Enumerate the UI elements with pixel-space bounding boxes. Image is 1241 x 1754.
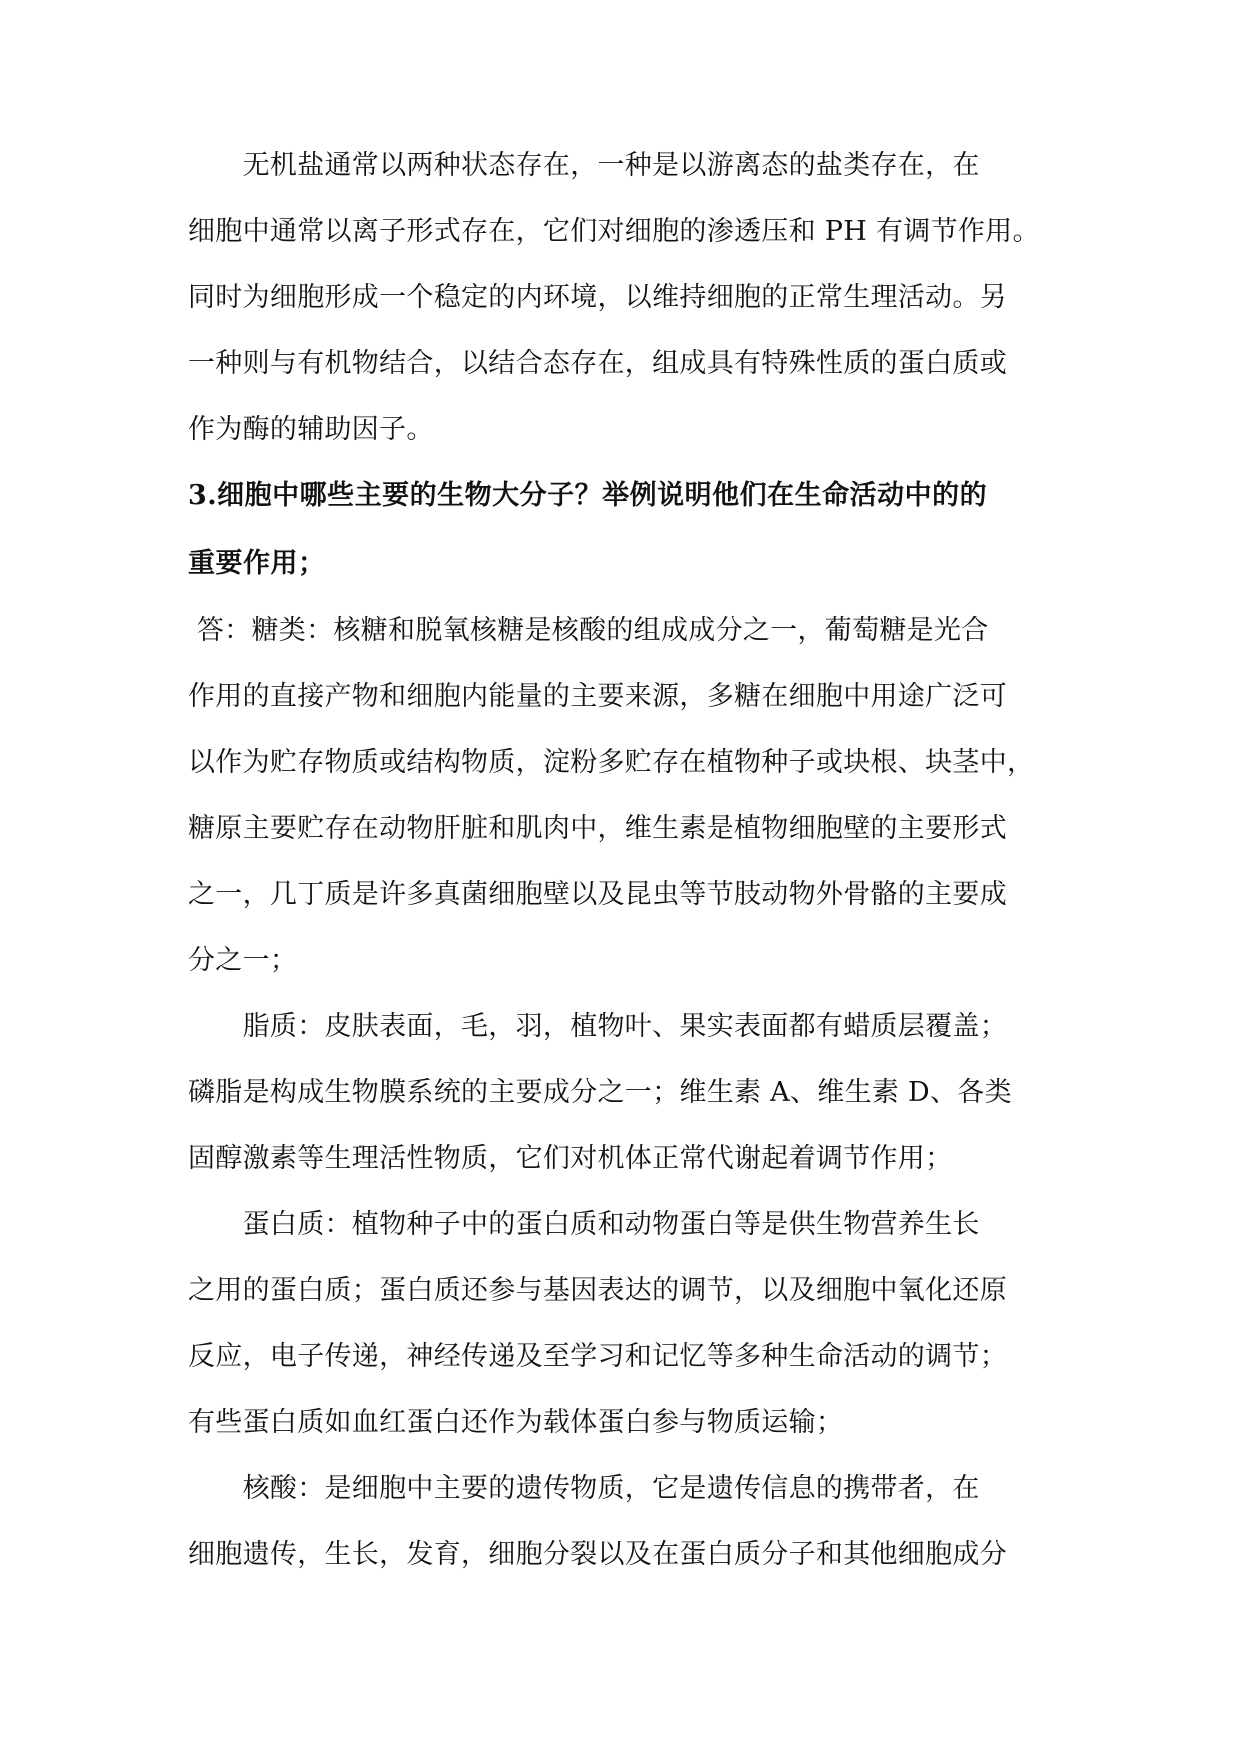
question-heading-line-1: 3.细胞中哪些主要的生物大分子？举例说明他们在生命活动中的的 bbox=[188, 480, 988, 511]
answer-sugar-line-4: 糖原主要贮存在动物肝脏和肌肉中，维生素是植物细胞壁的主要形式 bbox=[188, 813, 1007, 844]
answer-sugar-line-2: 作用的直接产物和细胞内能量的主要来源，多糖在细胞中用途广泛可 bbox=[188, 681, 1007, 712]
answer-nucleic-acid-line-2: 细胞遗传，生长，发育，细胞分裂以及在蛋白质分子和其他细胞成分 bbox=[188, 1539, 1007, 1570]
answer-lipid-line-3: 固醇激素等生理活性物质，它们对机体正常代谢起着调节作用； bbox=[188, 1143, 953, 1174]
paragraph-inorganic-salt-line-5: 作为酶的辅助因子。 bbox=[188, 414, 434, 445]
answer-lipid-line-2: 磷脂是构成生物膜系统的主要成分之一；维生素 A、维生素 D、各类 bbox=[188, 1077, 1012, 1108]
answer-sugar-line-1: 答：糖类：核糖和脱氧核糖是核酸的组成成分之一，葡萄糖是光合 bbox=[188, 615, 989, 646]
paragraph-inorganic-salt-line-4: 一种则与有机物结合，以结合态存在，组成具有特殊性质的蛋白质或 bbox=[188, 348, 1007, 379]
answer-protein-line-3: 反应，电子传递，神经传递及至学习和记忆等多种生命活动的调节； bbox=[188, 1341, 1007, 1372]
question-heading-line-2: 重要作用； bbox=[188, 548, 326, 579]
paragraph-inorganic-salt-line-1: 无机盐通常以两种状态存在，一种是以游离态的盐类存在，在 bbox=[188, 150, 980, 181]
answer-protein-line-1: 蛋白质：植物种子中的蛋白质和动物蛋白等是供生物营养生长 bbox=[188, 1209, 980, 1240]
paragraph-inorganic-salt-line-2: 细胞中通常以离子形式存在，它们对细胞的渗透压和 PH 有调节作用。 bbox=[188, 216, 1040, 247]
answer-sugar-line-5: 之一，几丁质是许多真菌细胞壁以及昆虫等节肢动物外骨骼的主要成 bbox=[188, 879, 1007, 910]
answer-sugar-line-6: 分之一； bbox=[188, 945, 298, 976]
answer-protein-line-2: 之用的蛋白质；蛋白质还参与基因表达的调节，以及细胞中氧化还原 bbox=[188, 1275, 1007, 1306]
answer-nucleic-acid-line-1: 核酸：是细胞中主要的遗传物质，它是遗传信息的携带者，在 bbox=[188, 1473, 980, 1504]
answer-sugar-line-3: 以作为贮存物质或结构物质，淀粉多贮存在植物种子或块根、块茎中， bbox=[188, 747, 1035, 778]
paragraph-inorganic-salt-line-3: 同时为细胞形成一个稳定的内环境，以维持细胞的正常生理活动。另 bbox=[188, 282, 1007, 313]
answer-protein-line-4: 有些蛋白质如血红蛋白还作为载体蛋白参与物质运输； bbox=[188, 1407, 844, 1438]
answer-lipid-line-1: 脂质：皮肤表面，毛，羽，植物叶、果实表面都有蜡质层覆盖； bbox=[188, 1011, 1007, 1042]
